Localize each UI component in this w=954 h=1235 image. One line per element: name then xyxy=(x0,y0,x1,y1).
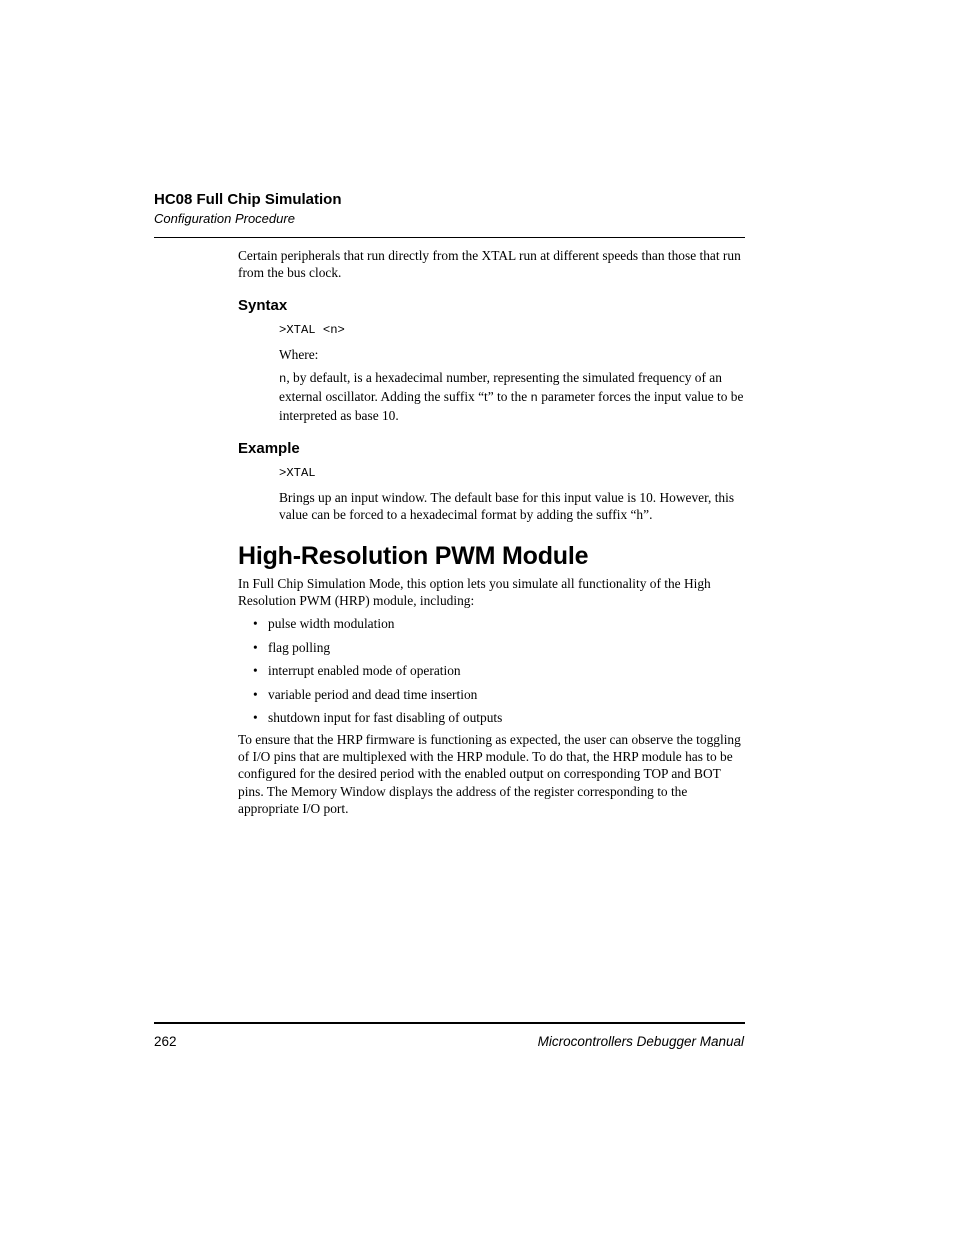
param-name: n xyxy=(279,371,287,386)
list-item-text: flag polling xyxy=(268,639,331,655)
bullet-glyph: • xyxy=(253,686,258,702)
closing-paragraph: To ensure that the HRP firmware is functioning as expected, the user can observe the toggling of I/O pins that are multiplexed with the HRP module. To do that, the HRP module has to be configured for the desired period with the enabled output on corresponding TOP and BOT pins. The Memory Window displays the address of the register corresponding to the appropriate I/O port. xyxy=(238,731,741,816)
example-command: >XTAL xyxy=(279,466,316,481)
param-name-2: n xyxy=(530,391,538,406)
intro-paragraph: Certain peripherals that run directly from the XTAL run at different speeds than those that run from the bus clock. xyxy=(238,248,741,281)
list-item xyxy=(238,662,746,679)
bullet-glyph: • xyxy=(253,639,258,655)
syntax-where: Where: xyxy=(279,346,319,362)
list-item-text: variable period and dead time insertion xyxy=(268,686,478,702)
bullet-glyph: • xyxy=(253,663,258,679)
syntax-heading: Syntax xyxy=(238,297,288,315)
manual-title: Microcontrollers Debugger Manual xyxy=(537,1034,744,1049)
example-description: Brings up an input window. The default base for this input value is 10. However, this value can be forced to a hexadecimal format by adding the suffix “h”. xyxy=(279,489,735,522)
running-header-title: HC08 Full Chip Simulation xyxy=(154,191,342,208)
section-heading: High-Resolution PWM Module xyxy=(238,542,589,571)
bullet-glyph: • xyxy=(253,616,258,632)
example-heading: Example xyxy=(238,440,300,458)
page-content xyxy=(238,247,746,817)
list-item xyxy=(238,615,746,632)
footer-divider xyxy=(154,1022,745,1024)
list-item xyxy=(238,639,746,656)
header-divider xyxy=(154,237,745,238)
syntax-command: >XTAL <n> xyxy=(279,323,345,338)
syntax-parameter-description xyxy=(279,369,746,425)
list-item-text: pulse width modulation xyxy=(268,616,395,632)
list-item xyxy=(238,686,746,703)
running-header-subtitle: Configuration Procedure xyxy=(154,211,295,226)
param-text-2: parameter forces the input value to be interpreted as base 10. xyxy=(279,389,744,424)
list-item-text: interrupt enabled mode of operation xyxy=(268,663,461,679)
list-item xyxy=(238,709,746,726)
param-text-1: , by default, is a hexadecimal number, representing the simulated frequency of an external oscillator. Adding the suffix “t” to the xyxy=(279,369,722,405)
page-number: 262 xyxy=(154,1034,177,1049)
list-item-text: shutdown input for fast disabling of outputs xyxy=(268,710,503,726)
feature-list xyxy=(238,615,746,726)
section-intro: In Full Chip Simulation Mode, this option lets you simulate all functionality of the High Resolution PWM (HRP) module, including: xyxy=(238,576,711,609)
bullet-glyph: • xyxy=(253,710,258,726)
